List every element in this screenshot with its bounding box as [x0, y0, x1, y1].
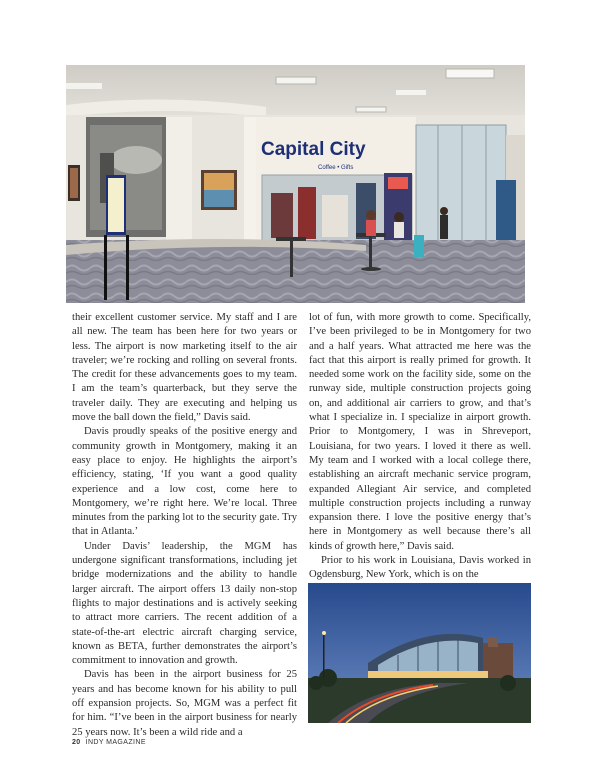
paragraph: their excellent customer service. My staff and I are all new. The team has been here for two years or less. The airport is now marketing itself to the air traveler; we’re rocking and rolling on several fronts. The credit for these advancements goes to my team. I am the team’s quarterback, but they serve the traveler daily. They are executing and helping us move the ball down the field,” Davis said. — [72, 312, 297, 424]
paragraph: Prior to his work in Louisiana, Davis worked in Ogdensburg, New York, which is on the — [309, 555, 531, 581]
concourse-photo — [66, 65, 525, 303]
shop-sign-text: Capital City — [261, 139, 366, 160]
terminal-illustration — [308, 583, 531, 723]
article-left-column — [72, 311, 297, 740]
terminal-night-photo — [308, 583, 531, 723]
paragraph: lot of fun, with more growth to come. Specifically, I’ve been privileged to be in Montgomery for two and a half years. What attracted me here was the fact that this airport is really primed for growth. It needed some work on the facility side, some on the runway side, multiple construction projects going on, and additional air carriers to grow, and that’s what I specialize in. I specialize in airport growth. Prior to Montgomery, I was in Shreveport, Louisiana, for two years. I loved it there as well. My team and I worked with a local college there, establishing an aircraft mechanic service program, expanded Allegiant Air service, and completed multiple construction projects including a runway expansion there. I love the positive energy that’s here in Montgomery as well because there’s all kinds of growth here,” Davis said. — [309, 312, 531, 552]
page-number: 20 — [72, 739, 81, 746]
article-right-column — [309, 311, 531, 583]
paragraph: Davis has been in the airport business for 25 years and has become known for his ability to pull off expansion projects. So, MGM was a perfect fit for him. “I’ve been in the airport business for nearly 25 years now. It’s been a wild ride and a — [72, 669, 297, 738]
paragraph: Under Davis’ leadership, the MGM has undergone significant transformations, including jet bridge modernizations and the ability to handle larger aircraft. The airport offers 13 daily non-stop flights to major destinations and is actively seeking to attract more carriers. The recent addition of a state-of-the-art electric aircraft charging service, known as BETA, further demonstrates the airport’s commitment to innovation and growth. — [72, 540, 297, 667]
publication-name: INDY MAGAZINE — [85, 739, 146, 746]
concourse-illustration — [66, 65, 525, 303]
paragraph: Davis proudly speaks of the positive energy and community growth in Montgomery, making it an easy place to enjoy. He highlights the airport’s efficiency, stating, ‘If you want a good quality experience and a low cost, come here to Montgomery, we’re right here. We’re local. Three minutes from the parking lot to the security gate. Try that in Atlanta.’ — [72, 426, 297, 538]
shop-sign-subtext: Coffee • Gifts — [318, 165, 354, 171]
page-footer — [72, 739, 146, 746]
